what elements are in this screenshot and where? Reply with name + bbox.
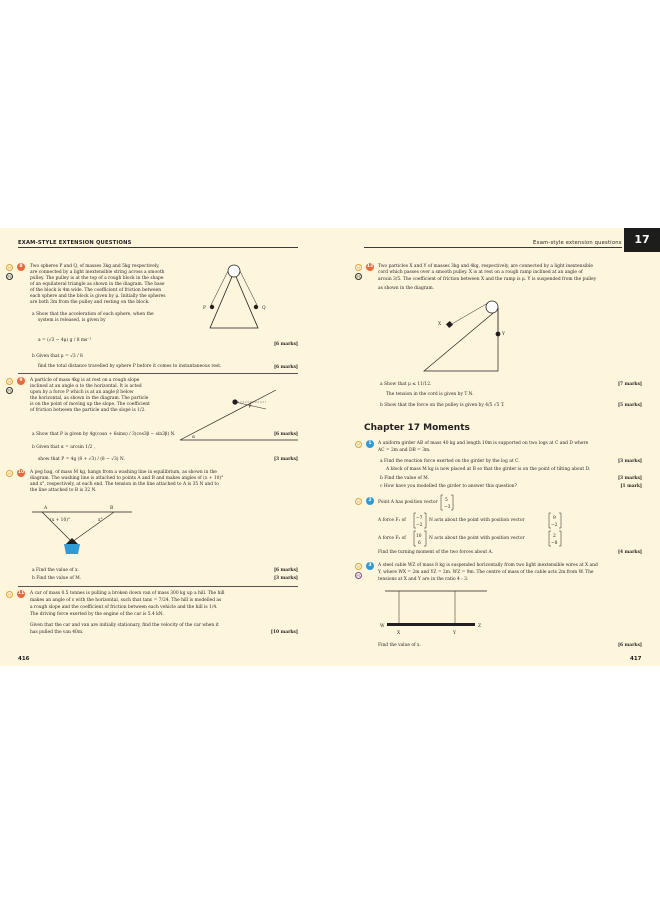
q12-part-b: b Show that the force on the pulley is given by 4/5 √5 T. (380, 403, 505, 408)
m1-marks-c: [1 mark] (620, 484, 642, 489)
q9-label-alpha: α (192, 435, 195, 440)
q8-marks-b: [6 marks] (273, 365, 298, 370)
q9-label-beta: β (249, 404, 252, 409)
q12-part-a: a Show that μ ≤ 11/12. (380, 382, 432, 387)
q8-line-3: pulley. The pulley is at the top of a rough block in the shape (30, 276, 164, 281)
q11-marks: [10 marks] (270, 630, 298, 635)
m2-vector-a-bottom: −3 (444, 505, 451, 510)
left-page-number: 416 (18, 656, 30, 662)
q9-marks-a: [6 marks] (273, 432, 298, 437)
q9-line-1: A particle of mass 4kg is at rest on a rough slope (30, 378, 140, 383)
header-rule-left (18, 247, 298, 248)
m3-line-3: tensions at X and Y are in the ratio 4 : 3. (378, 577, 469, 582)
q12-part-a-2: The tension in the cord is given by T N. (386, 392, 474, 397)
q9-problem-solving-icon: PS (7, 389, 12, 393)
m1-part-a: a Find the reaction force exerted on the girder by the log at C. (380, 459, 520, 464)
q8-problem-solving-icon: PS (7, 275, 12, 279)
m2-modelling-icon: M (355, 498, 362, 505)
m1-number: 1 (366, 440, 374, 448)
m2-f2-vector (413, 530, 427, 548)
q8-part-b-2: find the total distance travelled by sphere P before it comes to instantaneous rest. (38, 364, 222, 369)
q12-marks-a: [7 marks] (617, 382, 642, 387)
q12-line-1: Two particles X and Y of masses 3kg and 4kg, respectively, are connected by a light inextensible (378, 264, 593, 269)
q9-line-5: is on the point of moving up the slope. The coefficient (30, 402, 150, 407)
m2-f2-vector-bottom: 6 (418, 541, 421, 546)
q8-part-a-2: system is released, is given by (38, 318, 106, 323)
right-page-number: 417 (630, 656, 642, 662)
m3-label-w: W (380, 624, 385, 629)
m2-vector-a (440, 494, 454, 512)
q9-part-a: a Show that P is given by 4g(cosα + 6sinα) / 3(cos3β − sin3β) N. (32, 432, 176, 437)
right-page-header: Exam-style extension questions (533, 240, 622, 246)
q8-line-7: are both 3m from the pulley and resting on the block. (30, 300, 150, 305)
q9-part-b-2: show that P = 4g (8 + √3) / (8 − √3) N. (38, 457, 125, 462)
m2-vector-a-top: 5 (445, 498, 448, 503)
q9-number: 9 (17, 377, 25, 385)
q10-marks-b: [3 marks] (273, 576, 298, 581)
q11-number: 11 (17, 591, 25, 596)
q10-part-b: b Find the value of M. (32, 576, 82, 581)
m3-line-1: A steel cable WZ of mass 8 kg is suspended horizontally from two light inextensible wires at X and (378, 563, 598, 568)
chapter-heading: Chapter 17 Moments (364, 423, 470, 433)
m1-line-2: AC = 2m and DB = 3m. (378, 448, 431, 453)
m2-f2-position-bottom: −8 (551, 541, 558, 546)
q10-divider (18, 586, 298, 587)
q12-line-4: as shown in the diagram. (378, 286, 435, 291)
m2-marks: [4 marks] (617, 550, 642, 555)
q9-line-6: of friction between the particle and the slope is 1/2. (30, 408, 146, 413)
q11-modelling-icon: M (6, 591, 13, 598)
m2-f1-vector (413, 512, 427, 530)
q9-line-3: upon by a force P which is at an angle β below (30, 390, 134, 395)
m3-modelling-icon: M (355, 563, 362, 570)
q11-line-1: A car of mass 0.5 tonnes is pulling a broken down van of mass 300 kg up a hill. The hill (30, 591, 225, 596)
m3-line-2: Y, where WX = 2m and YZ = 2m. WZ = 9m. The centre of mass of the cable acts 2m from W. The (378, 570, 594, 575)
q12-line-3: arcsin 3/5. The coefficient of friction between X and the ramp is μ. Y is suspended from the pulley (378, 277, 597, 282)
q8-line-6: each sphere and the block is given by μ. Initially the spheres (30, 294, 166, 299)
q10-angle-b: x° (98, 518, 103, 523)
q8-formula-a: a = (√3 − 4μ) g / 8 ms⁻² (38, 338, 92, 343)
q8-marks-a: [6 marks] (273, 342, 298, 347)
q10-marks-a: [6 marks] (273, 568, 298, 573)
q8-part-a: a Show that the acceleration of each sphere, when the (32, 312, 154, 317)
m3-label-z: Z (478, 624, 482, 629)
q10-modelling-icon: M (6, 470, 13, 477)
m2-f2-position-top: 2 (553, 534, 556, 539)
q10-line-3: and x°, respectively, at each end. The tension in the line attached to A is 35 N and to (30, 482, 219, 487)
m2-f2-post: N acts about the point with position vector (429, 536, 525, 541)
m1-marks-a: [3 marks] (617, 459, 642, 464)
q12-problem-solving-icon: PS (356, 275, 361, 279)
m3-label-y: Y (453, 631, 456, 636)
q8-label-p: P (203, 306, 206, 311)
m1-part-b: b Find the value of M. (380, 476, 430, 481)
q8-part-b: b Given that μ = √3 / 8 (32, 354, 83, 359)
q12-modelling-icon: M (355, 264, 362, 271)
q9-line-4: the horizontal, as shown in the diagram. The particle (30, 396, 149, 401)
left-page-header: EXAM-STYLE EXTENSION QUESTIONS (18, 240, 132, 246)
q10-label-a: A (44, 506, 48, 511)
m3-number: 3 (366, 562, 374, 570)
q12-ramp-diagram (420, 295, 520, 375)
m2-f2-pre: A force F₂ of (378, 536, 406, 541)
q9-marks-b: [3 marks] (273, 457, 298, 462)
m2-f1-vector-top: −7 (416, 516, 423, 521)
q11-line-3: a rough slope and the coefficient of friction between each vehicle and the hill is 1/4. (30, 605, 218, 610)
m2-f2-position (548, 530, 562, 548)
q12-line-2: cord which passes over a smooth pulley. X is at rest on a rough ramp inclined at an angle of (378, 270, 583, 275)
q11-line-4: The driving force exerted by the engine of the car is 5.4 kN. (30, 612, 164, 617)
q9-slope-diagram (180, 380, 300, 442)
m2-line-1: Point A has position vector (378, 500, 438, 505)
m2-number: 2 (366, 497, 374, 505)
q12-marks-b: [5 marks] (617, 403, 642, 408)
q8-line-5: of the block is 4m wide. The coefficient of friction between (30, 288, 162, 293)
m2-line-last: Find the turning moment of the two forces about A. (378, 550, 494, 555)
m3-problem-solving-icon: PS (356, 574, 361, 578)
m3-label-x: X (397, 631, 401, 636)
q8-divider (18, 373, 298, 374)
q12-label-y: Y (502, 332, 505, 337)
q12-number: 12 (366, 264, 374, 269)
m3-cable-diagram (375, 585, 495, 640)
m3-marks: [6 marks] (617, 643, 642, 648)
q8-line-4: of an equilateral triangle as shown in the diagram. The base (30, 282, 165, 287)
q8-label-q: Q (262, 306, 266, 311)
q8-triangle-diagram (200, 260, 300, 330)
m2-f1-vector-bottom: −2 (416, 523, 423, 528)
q11-line-2: makes an angle of ε with the horizontal, such that tanε = 7/24. The hill is modelled as (30, 598, 222, 603)
m1-part-a-2: A block of mass M kg is now placed at B so that the girder is on the point of tilting about D. (386, 467, 591, 472)
q10-line-2: diagram. The washing line is attached to points A and B and makes angles of (x + 10)° (30, 476, 224, 481)
q10-angle-a: (x + 10)° (50, 518, 71, 523)
q10-line-4: the line attached to B is 32 N. (30, 488, 97, 493)
q9-line-2: inclined at an angle α to the horizontal. It is acted (30, 384, 142, 389)
q10-number: 10 (17, 470, 25, 475)
q11-line-5: Given that the car and van are initially stationary, find the velocity of the car when it (30, 623, 219, 628)
m1-marks-b: [3 marks] (617, 476, 642, 481)
m2-f1-position-bottom: −2 (551, 523, 558, 528)
q8-number: 8 (17, 263, 25, 271)
q10-label-b: B (110, 506, 114, 511)
q8-modelling-icon: M (6, 264, 13, 271)
q8-line-2: are connected by a light inextensible string across a smooth (30, 270, 165, 275)
q9-modelling-icon: M (6, 378, 13, 385)
chapter-tab: 17 (624, 228, 660, 252)
m2-f1-post: N acts about the point with position vector (429, 518, 525, 523)
q9-part-b: b Given that α = arcsin 1/2 , (32, 445, 96, 450)
q12-label-x: X (438, 322, 442, 327)
q8-line-1: Two spheres P and Q, of masses 3kg and 5kg respectively, (30, 264, 160, 269)
m3-final: Find the value of x. (378, 643, 421, 648)
q10-washing-line-diagram (28, 500, 138, 564)
m1-modelling-icon: M (355, 441, 362, 448)
q10-line-1: A peg bag, of mass M kg, hangs from a washing line in equilibrium, as shown in the (30, 470, 217, 475)
m2-f1-pre: A force F₁ of (378, 518, 406, 523)
m2-f1-position-top: 9 (553, 516, 556, 521)
m2-f2-vector-top: 10 (416, 534, 422, 539)
m1-line-1: A uniform girder AB of mass 40 kg and length 10m is supported on two logs at C and D where (378, 441, 589, 446)
q10-part-a: a Find the value of x. (32, 568, 79, 573)
m1-part-c: c How have you modelled the girder to answer this question? (380, 484, 517, 489)
header-rule-right (364, 247, 622, 248)
q11-line-6: has pulled the van 40m. (30, 630, 84, 635)
m2-f1-position (548, 512, 562, 530)
